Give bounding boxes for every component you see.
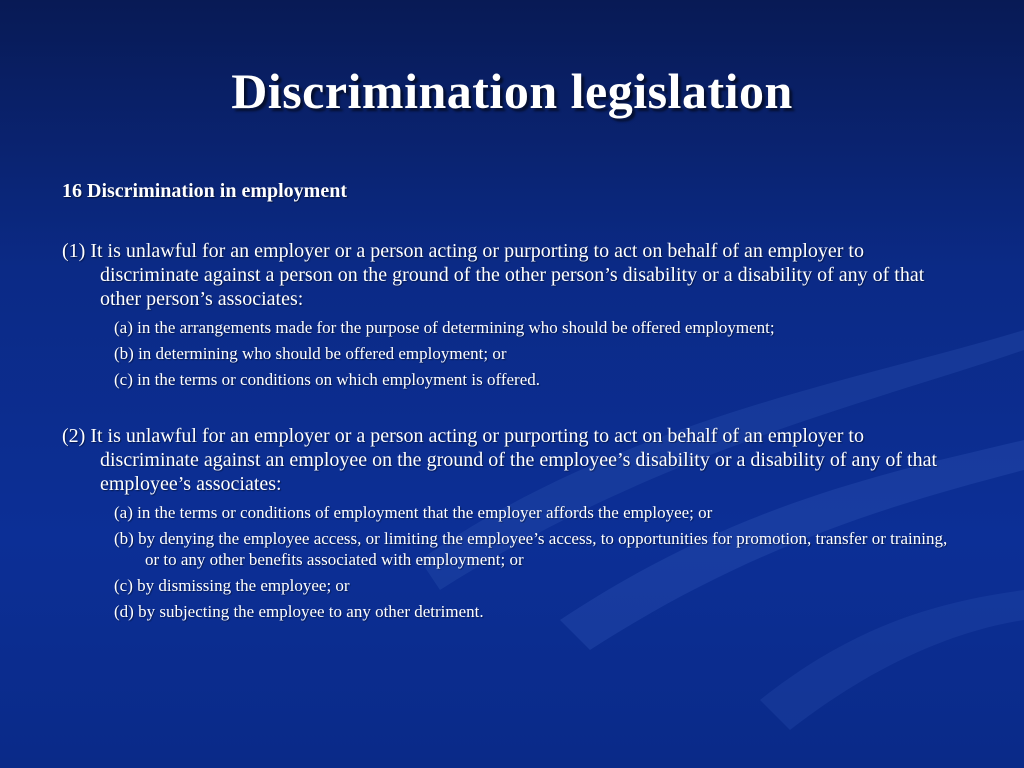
clause-2-item-b: (b) by denying the employee access, or limiting the employee’s access, to opportunities for promotion, transfer or training, or to any other benefits associated with employment; or bbox=[114, 529, 948, 569]
section-heading: 16 Discrimination in employment bbox=[62, 180, 347, 202]
clause-2-text: (2) It is unlawful for an employer or a person acting or purporting to act on behalf of an employer to discriminate against an employee on the ground of the employee’s disability or a disability of any of that employee’s associates: bbox=[62, 425, 938, 495]
clause-2-item-c: (c) by dismissing the employee; or bbox=[114, 576, 350, 595]
slide-body bbox=[62, 180, 962, 622]
clause-1-item-b: (b) in determining who should be offered employment; or bbox=[114, 344, 507, 363]
clause-1-text: (1) It is unlawful for an employer or a person acting or purporting to act on behalf of an employer to discriminate against a person on the ground of the other person’s disability or a disability of any of that other person’s associates: bbox=[62, 240, 925, 310]
clause-1-item-c: (c) in the terms or conditions on which employment is offered. bbox=[114, 370, 541, 389]
slide-title: Discrimination legislation bbox=[231, 63, 793, 119]
clause-2-item-a: (a) in the terms or conditions of employment that the employer affords the employee; or bbox=[114, 503, 713, 522]
clause-2-item-d: (d) by subjecting the employee to any other detriment. bbox=[114, 602, 484, 621]
clause-1-item-a: (a) in the arrangements made for the purpose of determining who should be offered employment; bbox=[114, 318, 775, 337]
